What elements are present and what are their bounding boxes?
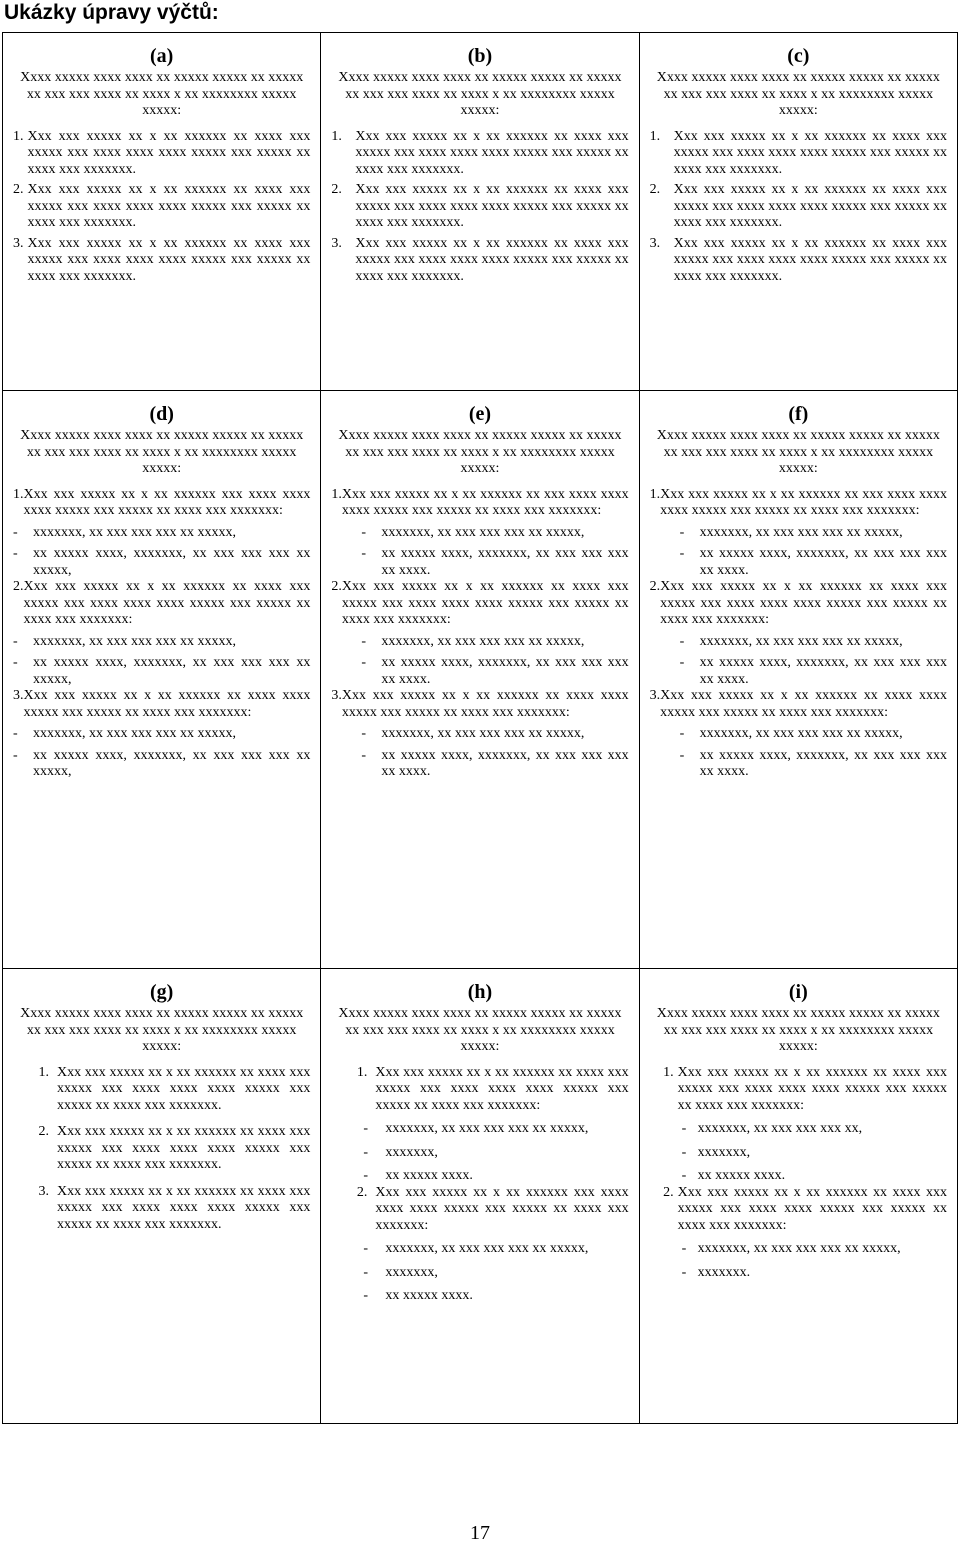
sub-item (682, 1145, 947, 1162)
item-number: 3. (38, 1183, 49, 1199)
sub-item-text: xxxxxxx, (385, 1264, 438, 1280)
intro-text: Xxxx xxxxx xxxx xxxx xx xxxxx xxxxx xx xxxxx xx xxx xxx xxxx xx xxxx x xx xxxxxxxx xxxxx xxxxx: (20, 1006, 304, 1054)
dash-bullet: - (13, 747, 18, 763)
list-item-row (650, 579, 947, 629)
item-text: Xxx xxx xxxxx xx x xx xxxxxx xx xxxx xxx xxxxx xxx xxxx xxxx xxxx xxxxx xxx xxxxx xx xxxx xxx xxxxxxx. (355, 182, 629, 230)
item-text: Xxx xxx xxxxx xx x xx xxxxxx xxx xxxx xxxx xxxx xxxxx xxx xxxxx xx xxxx xxx xxxxxxx: (375, 1184, 629, 1233)
dash-bullet: - (363, 1144, 368, 1160)
dash-bullet: - (13, 546, 18, 561)
list-item (331, 129, 628, 179)
item-text: Xxx xxx xxxxx xx x xx xxxxxx xx xxxx xxx xxxxx xxx xxxx xxxx xxxx xxxxx xxx xxxxx xx xxxx xxx xxxxxxx: (375, 1064, 629, 1113)
intro-text: Xxxx xxxxx xxxx xxxx xx xxxxx xxxxx xx xxxxx xx xxx xxx xxxx xx xxxx x xx xxxxxxxx xxxxx xxxxx: (656, 428, 940, 476)
example-cell (3, 969, 321, 1424)
dash-bullet: - (361, 546, 366, 561)
list-item (650, 579, 947, 688)
sub-item-text: xx xxxxx xxxx. (385, 1288, 473, 1303)
examples-grid (2, 32, 958, 1424)
sub-item (363, 1241, 628, 1258)
dash-bullet: - (681, 1264, 687, 1280)
sub-item-text: xxxxxxx, xx xxx xxx xxx xx xxxxx, (697, 1241, 901, 1256)
example-label: (a) (150, 45, 174, 67)
list-item-row (650, 688, 947, 721)
item-text: Xxx xxx xxxxx xx x xx xxxxxx xx xxx xxxx xxxx xxxx xxxxx xxx xxxxx xx xxxx xxx xxxxxxx: (341, 486, 629, 518)
list-item (650, 182, 947, 232)
item-number: 1. (663, 1064, 674, 1080)
item-number: 2. (13, 579, 24, 594)
item-text: Xxx xxx xxxxx xx x xx xxxxxx xx xxxx xxx xxxxx xxx xxxx xxxx xxxx xxxxx xxx xxxxx xx xxxx xxx xxxxxxx. (57, 1183, 311, 1232)
list-item-row (13, 1184, 310, 1234)
list-item-row (13, 1065, 310, 1115)
intro-text: Xxxx xxxxx xxxx xxxx xx xxxxx xxxxx xx xxxxx xx xxx xxx xxxx xx xxxx x xx xxxxxxxx xxxxx xxxxx: (656, 1006, 940, 1054)
item-text: Xxx xxx xxxxx xx x xx xxxxxx xx xxxx xxxx xxxxx xxx xxxxx xx xxxx xxx xxxxxxx: (341, 688, 629, 720)
dash-bullet: - (13, 524, 18, 540)
list-item (650, 487, 947, 580)
dash-bullet: - (13, 633, 18, 649)
dash-bullet: - (679, 546, 685, 561)
sub-item (363, 1145, 628, 1162)
item-text: Xxx xxx xxxxx xx x xx xxxxxx xx xxxx xxx xxxxx xxx xxxx xxxx xxxx xxxxx xxx xxxxx xx xxxx xxx xxxxxxx. (27, 128, 311, 177)
item-text: Xxx xxx xxxxx xx x xx xxxxxx xx xxx xxxx xxxx xxxx xxxxx xxx xxxxx xx xxxx xxx xxxxxxx: (660, 486, 947, 518)
list-item-row (331, 1065, 628, 1115)
item-text: Xxx xxx xxxxx xx x xx xxxxxx xx xxxx xxx xxxxx xxx xxxx xxxx xxxx xxxxx xxx xxxxx xx xxxx xxx xxxxxxx. (673, 128, 947, 177)
sub-item-text: xx xxxxx xxxx, xxxxxxx, xx xxx xxx xxx xx xxxx. (381, 546, 629, 578)
numbered-list (13, 487, 310, 781)
list-item (650, 1065, 947, 1185)
sub-item (361, 748, 628, 781)
list-item-row (331, 182, 628, 232)
sub-item (13, 634, 310, 651)
sub-item (363, 1121, 628, 1138)
dash-bullet: - (361, 726, 366, 741)
dash-bullet: - (13, 726, 18, 741)
list-item-row (13, 182, 310, 232)
item-number: 2. (663, 1184, 674, 1200)
list-item-row (13, 236, 310, 286)
sub-item-text: xxxxxxx, (385, 1144, 438, 1160)
sub-item-text: xx xxxxx xxxx, xxxxxxx, xx xxx xxx xxx xx xxxx. (381, 747, 629, 779)
list-item-row (331, 129, 628, 179)
sub-item-text: xxxxxxx, xx xxx xxx xxx xx xxxxx, (381, 524, 585, 540)
sub-item (361, 546, 628, 579)
intro-text: Xxxx xxxxx xxxx xxxx xx xxxxx xxxxx xx xxxxx xx xxx xxx xxxx xx xxxx x xx xxxxxxxx xxxxx xxxxx: (20, 70, 304, 118)
dash-bullet: - (361, 747, 366, 763)
list-item (331, 688, 628, 781)
dash-bullet: - (679, 726, 685, 741)
list-item (13, 1184, 310, 1234)
dash-bullet: - (363, 1241, 368, 1256)
example-cell (639, 391, 957, 969)
dash-bullet: - (681, 1241, 687, 1256)
list-item (331, 1185, 628, 1305)
list-item (650, 1185, 947, 1282)
item-number: 2. (331, 182, 342, 197)
sub-item-text: xxxxxxx, xx xxx xxx xxx xx xxxxx, (699, 524, 903, 540)
item-number: 2. (38, 1124, 49, 1139)
intro-text: Xxxx xxxxx xxxx xxxx xx xxxxx xxxxx xx xxxxx xx xxx xxx xxxx xx xxxx x xx xxxxxxxx xxxxx xxxxx: (338, 70, 622, 118)
dash-bullet: - (681, 1168, 687, 1183)
item-text: Xxx xxx xxxxx xx x xx xxxxxx xx xxxx xxx xxxxx xxx xxxx xxxx xxxx xxxxx xxx xxxxx xx xxxx xxx xxxxxxx. (355, 235, 629, 284)
sub-item-text: xx xxxxx xxxx, xxxxxxx, xx xxx xxx xxx xx xxxxx, (33, 546, 311, 578)
dash-bullet: - (363, 1288, 368, 1303)
dash-bullet: - (361, 633, 366, 649)
sub-item (361, 525, 628, 542)
sub-item (363, 1288, 628, 1305)
item-number: 1. (331, 486, 342, 502)
sub-item-text: xxxxxxx, xx xxx xxx xxx xx xxxxx, (699, 726, 903, 741)
sub-item-text: xx xxxxx xxxx, xxxxxxx, xx xxx xxx xxx xx xxxx. (699, 747, 947, 779)
item-number: 3. (331, 688, 342, 703)
item-number: 2. (649, 182, 661, 197)
dash-bullet: - (361, 655, 366, 670)
sub-item-text: xx xxxxx xxxx, xxxxxxx, xx xxx xxx xxx xx xxxx. (699, 546, 947, 578)
item-number: 1. (649, 486, 661, 502)
dash-bullet: - (679, 747, 685, 763)
list-item-row (650, 487, 947, 520)
example-label: (b) (467, 45, 493, 67)
item-text: Xxx xxx xxxxx xx x xx xxxxxx xxx xxxx xxxx xxxx xxxxx xxx xxxxx xx xxxx xxx xxxxxxx: (23, 486, 311, 518)
list-item-row (331, 236, 628, 286)
list-item-row (331, 688, 628, 721)
item-number: 3. (13, 235, 24, 251)
item-number: 2. (13, 182, 24, 197)
list-item (331, 1065, 628, 1185)
sub-item (680, 546, 947, 579)
sub-item-text: xxxxxxx, xx xxx xxx xxx xx xxxxx, (381, 633, 585, 649)
sub-item (680, 634, 947, 651)
dash-bullet: - (679, 524, 685, 540)
item-number: 2. (331, 579, 342, 594)
numbered-list (650, 487, 947, 781)
sub-item (680, 748, 947, 781)
list-item-row (13, 579, 310, 629)
item-number: 3. (331, 235, 342, 251)
list-item-row (13, 1124, 310, 1174)
intro-text: Xxxx xxxxx xxxx xxxx xx xxxxx xxxxx xx xxxxx xx xxx xxx xxxx xx xxxx x xx xxxxxxxx xxxxx xxxxx: (20, 428, 304, 476)
list-item-row (13, 487, 310, 520)
item-number: 2. (649, 579, 661, 594)
sub-item-text: xxxxxxx, xx xxx xxx xxx xx, (697, 1121, 863, 1136)
dash-bullet: - (13, 655, 18, 670)
numbered-list (331, 129, 628, 286)
list-item (650, 129, 947, 179)
item-text: Xxx xxx xxxxx xx x xx xxxxxx xx xxxx xxxx xxxxx xxx xxxxx xx xxxx xxx xxxxxxx: (660, 688, 947, 720)
list-item-row (331, 487, 628, 520)
list-item (13, 688, 310, 781)
item-number: 3. (649, 235, 661, 251)
list-item (650, 688, 947, 781)
sub-item (361, 634, 628, 651)
dash-bullet: - (679, 633, 685, 649)
dash-bullet: - (361, 524, 366, 540)
item-number: 1. (356, 1064, 368, 1080)
numbered-list (13, 129, 310, 286)
item-text: Xxx xxx xxxxx xx x xx xxxxxx xx xxxx xxx xxxxx xxx xxxx xxxx xxxx xxxxx xxx xxxxx xx xxxx xxx xxxxxxx. (57, 1064, 311, 1113)
item-number: 1. (331, 128, 342, 144)
list-item-row (13, 129, 310, 179)
page-number: 17 (470, 1522, 490, 1544)
item-text: Xxx xxx xxxxx xx x xx xxxxxx xx xxxx xxx xxxxx xxx xxxx xxxx xxxx xxxxx xxx xxxxx xx xxxx xxx xxxxxxx. (673, 235, 947, 284)
example-label: (d) (149, 403, 174, 425)
item-number: 1. (649, 128, 661, 144)
sub-item-text: xx xxxxx xxxx, xxxxxxx, xx xxx xxx xxx xx xxxxx, (33, 655, 311, 687)
sub-item-text: xx xxxxx xxxx. (385, 1168, 473, 1183)
item-text: Xxx xxx xxxxx xx x xx xxxxxx xx xxxx xxx xxxxx xxx xxxx xxxx xxxx xxxxx xxx xxxxx xx xxxx xxx xxxxxxx: (660, 579, 947, 627)
dash-bullet: - (681, 1121, 687, 1136)
list-item (13, 487, 310, 580)
list-item (13, 236, 310, 286)
intro-text: Xxxx xxxxx xxxx xxxx xx xxxxx xxxxx xx xxxxx xx xxx xxx xxxx xx xxxx x xx xxxxxxxx xxxxx xxxxx: (338, 428, 622, 476)
sub-item (682, 1241, 947, 1258)
numbered-list (650, 1065, 947, 1282)
sub-item (363, 1168, 628, 1185)
item-number: 1. (38, 1064, 49, 1080)
item-text: Xxx xxx xxxxx xx x xx xxxxxx xx xxxx xxx xxxxx xxx xxxx xxxx xxxx xxxxx xxx xxxxx xx xxxx xxx xxxxxxx. (355, 128, 629, 177)
sub-item (13, 525, 310, 542)
dash-bullet: - (679, 655, 685, 670)
sub-item (13, 748, 310, 781)
numbered-list (331, 1065, 628, 1305)
page-heading: Ukázky úpravy výčtů: (4, 1, 219, 24)
item-text: Xxx xxx xxxxx xx x xx xxxxxx xx xxxx xxx xxxxx xxx xxxx xxxx xxxx xxxxx xxx xxxxx xx xxxx xxx xxxxxxx. (27, 235, 311, 284)
dash-bullet: - (363, 1168, 368, 1183)
list-item-row (650, 129, 947, 179)
sub-item (363, 1265, 628, 1282)
list-item (331, 487, 628, 580)
sub-item (361, 655, 628, 688)
item-text: Xxx xxx xxxxx xx x xx xxxxxx xx xxxx xxx xxxxx xxx xxxx xxxx xxxx xxxxx xxx xxxxx xx xxxx xxx xxxxxxx. (27, 182, 311, 230)
dash-bullet: - (363, 1264, 368, 1280)
example-label: (i) (788, 981, 808, 1003)
list-item (13, 182, 310, 232)
list-item (13, 1124, 310, 1174)
item-text: Xxx xxx xxxxx xx x xx xxxxxx xx xxxx xxx xxxxx xxx xxxx xxxx xxxxx xxx xxxxx xx xxxx xxx xxxxxxx: (677, 1184, 947, 1233)
sub-item (680, 525, 947, 542)
item-text: Xxx xxx xxxxx xx x xx xxxxxx xx xxxx xxx xxxxx xxx xxxx xxxx xxxx xxxxx xxx xxxxx xx xxxx xxx xxxxxxx: (677, 1064, 947, 1113)
numbered-list (331, 487, 628, 781)
example-cell (3, 33, 321, 391)
sub-item (682, 1265, 947, 1282)
numbered-list (650, 129, 947, 286)
example-label: (h) (467, 981, 493, 1003)
example-cell (639, 33, 957, 391)
intro-text: Xxxx xxxxx xxxx xxxx xx xxxxx xxxxx xx xxxxx xx xxx xxx xxxx xx xxxx x xx xxxxxxxx xxxxx xxxxx: (338, 1006, 622, 1054)
example-label: (f) (788, 403, 809, 425)
list-item-row (650, 1185, 947, 1235)
list-item-row (13, 688, 310, 721)
list-item (331, 236, 628, 286)
example-label: (c) (787, 45, 810, 67)
sub-item-text: xxxxxxx, (697, 1144, 751, 1160)
sub-item-text: xxxxxxx, xx xxx xxx xxx xx xxxxx, (385, 1241, 589, 1256)
example-label: (e) (468, 403, 492, 425)
list-item (13, 129, 310, 179)
example-cell (321, 391, 639, 969)
item-text: Xxx xxx xxxxx xx x xx xxxxxx xx xxxx xxx xxxxx xxx xxxx xxxx xxxx xxxxx xxx xxxxx xx xxxx xxx xxxxxxx: (341, 579, 629, 627)
sub-item (680, 726, 947, 743)
list-item-row (650, 236, 947, 286)
item-number: 2. (356, 1184, 368, 1200)
sub-item (361, 726, 628, 743)
list-item (13, 579, 310, 688)
list-item (650, 236, 947, 286)
item-number: 3. (649, 688, 661, 703)
list-item (13, 1065, 310, 1115)
sub-item (13, 546, 310, 579)
sub-item-text: xx xxxxx xxxx, xxxxxxx, xx xxx xxx xxx xx xxxxx, (33, 747, 311, 779)
item-number: 1. (13, 486, 24, 502)
item-text: Xxx xxx xxxxx xx x xx xxxxxx xx xxxx xxxx xxxxx xxx xxxxx xx xxxx xxx xxxxxxx: (23, 688, 311, 720)
list-item-row (650, 1065, 947, 1115)
item-text: Xxx xxx xxxxx xx x xx xxxxxx xx xxxx xxx xxxxx xxx xxxx xxxx xxxx xxxxx xxx xxxxx xx xxxx xxx xxxxxxx. (673, 182, 947, 230)
sub-item-text: xxxxxxx. (697, 1264, 751, 1280)
dash-bullet: - (363, 1121, 368, 1136)
item-number: 1. (13, 128, 24, 144)
list-item-row (331, 579, 628, 629)
list-item-row (331, 1185, 628, 1235)
list-item (331, 182, 628, 232)
list-item-row (650, 182, 947, 232)
sub-item (682, 1121, 947, 1138)
numbered-list (13, 1065, 310, 1234)
sub-item (680, 655, 947, 688)
sub-item-text: xxxxxxx, xx xxx xxx xxx xx xxxxx, (33, 726, 236, 741)
sub-item-text: xxxxxxx, xx xxx xxx xxx xx xxxxx, (33, 524, 236, 540)
item-text: Xxx xxx xxxxx xx x xx xxxxxx xx xxxx xxx xxxxx xxx xxxx xxxx xxxx xxxxx xxx xxxxx xx xxxx xxx xxxxxxx: (23, 579, 311, 627)
sub-item-text: xx xxxxx xxxx, xxxxxxx, xx xxx xxx xxx xx xxxx. (699, 655, 947, 687)
list-item (331, 579, 628, 688)
sub-item-text: xx xxxxx xxxx, xxxxxxx, xx xxx xxx xxx xx xxxx. (381, 655, 629, 687)
intro-text: Xxxx xxxxx xxxx xxxx xx xxxxx xxxxx xx xxxxx xx xxx xxx xxxx xx xxxx x xx xxxxxxxx xxxxx xxxxx: (656, 70, 940, 118)
item-number: 3. (13, 688, 24, 703)
example-cell (321, 33, 639, 391)
sub-item-text: xx xxxxx xxxx. (697, 1168, 786, 1183)
dash-bullet: - (681, 1144, 687, 1160)
example-cell (3, 391, 321, 969)
example-label: (g) (150, 981, 174, 1003)
sub-item-text: xxxxxxx, xx xxx xxx xxx xx xxxxx, (699, 633, 903, 649)
sub-item (13, 726, 310, 743)
sub-item-text: xxxxxxx, xx xxx xxx xxx xx xxxxx, (385, 1121, 589, 1136)
sub-item-text: xxxxxxx, xx xxx xxx xxx xx xxxxx, (381, 726, 585, 741)
item-text: Xxx xxx xxxxx xx x xx xxxxxx xx xxxx xxx xxxxx xxx xxxx xxxx xxxx xxxxx xxx xxxxx xx xxxx xxx xxxxxxx. (57, 1124, 311, 1172)
example-cell (321, 969, 639, 1424)
sub-item (682, 1168, 947, 1185)
sub-item (13, 655, 310, 688)
sub-item-text: xxxxxxx, xx xxx xxx xxx xx xxxxx, (33, 633, 236, 649)
example-cell (639, 969, 957, 1424)
